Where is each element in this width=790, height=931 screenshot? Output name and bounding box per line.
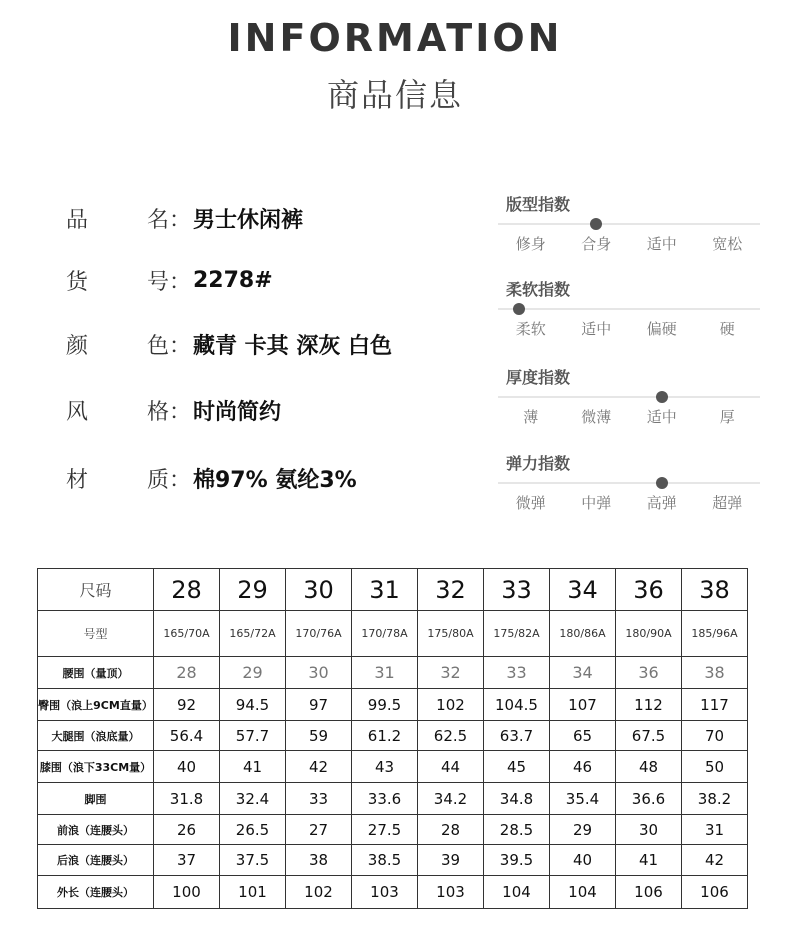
size-header-cell: 32 — [418, 569, 484, 611]
index-scale-label: 高弹 — [646, 494, 677, 512]
row-label: 腰围（量顶） — [38, 657, 154, 689]
table-cell: 103 — [418, 876, 484, 909]
row-label: 外长（连腰头） — [38, 876, 154, 909]
table-cell: 62.5 — [418, 721, 484, 751]
info-label-char: 货 — [66, 269, 89, 295]
table-cell: 39.5 — [484, 845, 550, 876]
info-value-material: 棉97% 氨纶3% — [193, 467, 357, 493]
table-cell: 102 — [418, 689, 484, 721]
table-cell: 180/90A — [616, 611, 682, 657]
table-cell: 57.7 — [220, 721, 286, 751]
table-cell: 170/76A — [286, 611, 352, 657]
index-track — [498, 482, 760, 484]
size-header-cell: 31 — [352, 569, 418, 611]
table-cell: 100 — [154, 876, 220, 909]
info-label — [66, 203, 191, 234]
index-scale-label: 厚 — [719, 408, 735, 426]
table-cell: 38.2 — [682, 783, 748, 815]
info-row-name — [66, 198, 303, 238]
table-cell: 101 — [220, 876, 286, 909]
info-label-char: 质： — [146, 467, 191, 493]
table-cell: 39 — [418, 845, 484, 876]
index-title: 柔软指数 — [506, 280, 571, 299]
table-cell: 43 — [352, 751, 418, 783]
table-cell: 36.6 — [616, 783, 682, 815]
size-header-label: 尺码 — [38, 569, 154, 611]
index-title: 厚度指数 — [506, 368, 571, 387]
table-cell: 117 — [682, 689, 748, 721]
size-header-row — [38, 569, 748, 611]
table-cell: 106 — [616, 876, 682, 909]
page-title-en: INFORMATION — [227, 16, 563, 60]
table-cell: 40 — [154, 751, 220, 783]
table-cell: 35.4 — [550, 783, 616, 815]
table-cell: 33 — [286, 783, 352, 815]
table-cell: 32.4 — [220, 783, 286, 815]
index-scale-label: 适中 — [646, 235, 677, 253]
info-label-char: 格： — [146, 399, 191, 425]
info-label — [66, 329, 191, 360]
table-cell: 106 — [682, 876, 748, 909]
table-cell: 37 — [154, 845, 220, 876]
table-cell: 26 — [154, 815, 220, 845]
info-value-item-no: 2278# — [193, 267, 273, 293]
table-cell: 165/70A — [154, 611, 220, 657]
table-cell: 33.6 — [352, 783, 418, 815]
table-cell: 45 — [484, 751, 550, 783]
table-cell: 103 — [352, 876, 418, 909]
index-scale-label: 微弹 — [515, 494, 546, 512]
table-cell: 38 — [286, 845, 352, 876]
index-scale-label: 中弹 — [581, 494, 612, 512]
info-label-char: 颜 — [66, 333, 89, 359]
table-row — [38, 721, 748, 751]
index-scale-label: 薄 — [523, 408, 539, 426]
index-marker — [513, 303, 525, 315]
table-cell: 59 — [286, 721, 352, 751]
index-block — [498, 451, 760, 521]
table-row — [38, 845, 748, 876]
table-cell: 112 — [616, 689, 682, 721]
index-track — [498, 308, 760, 310]
table-cell: 56.4 — [154, 721, 220, 751]
table-cell: 41 — [616, 845, 682, 876]
index-scale-label: 宽松 — [712, 235, 743, 253]
table-cell: 30 — [286, 657, 352, 689]
table-cell: 180/86A — [550, 611, 616, 657]
table-cell: 41 — [220, 751, 286, 783]
info-label — [66, 265, 191, 296]
row-label: 脚围 — [38, 783, 154, 815]
index-scale-label: 超弹 — [712, 494, 743, 512]
table-cell: 32 — [418, 657, 484, 689]
index-scale-label: 适中 — [646, 408, 677, 426]
table-row — [38, 815, 748, 845]
page-title-cn: 商品信息 — [326, 76, 463, 114]
table-cell: 34.8 — [484, 783, 550, 815]
table-cell: 99.5 — [352, 689, 418, 721]
index-scale-label: 微薄 — [581, 408, 612, 426]
index-scale — [498, 492, 760, 513]
table-cell: 38.5 — [352, 845, 418, 876]
index-marker — [656, 391, 668, 403]
table-row — [38, 611, 748, 657]
index-marker — [590, 218, 602, 230]
table-cell: 67.5 — [616, 721, 682, 751]
index-track — [498, 396, 760, 398]
table-cell: 102 — [286, 876, 352, 909]
table-cell: 30 — [616, 815, 682, 845]
row-label: 臀围（浪上9CM直量） — [38, 689, 154, 721]
table-cell: 107 — [550, 689, 616, 721]
info-value-style: 时尚简约 — [193, 399, 282, 425]
table-cell: 28.5 — [484, 815, 550, 845]
index-scale — [498, 406, 760, 427]
row-label: 前浪（连腰头） — [38, 815, 154, 845]
index-title: 弹力指数 — [506, 454, 571, 473]
table-cell: 104 — [550, 876, 616, 909]
table-cell: 97 — [286, 689, 352, 721]
info-label — [66, 463, 191, 494]
table-cell: 185/96A — [682, 611, 748, 657]
info-value-name: 男士休闲裤 — [193, 207, 304, 233]
index-block — [498, 192, 760, 262]
table-cell: 175/80A — [418, 611, 484, 657]
index-scale-label: 合身 — [581, 235, 612, 253]
table-cell: 40 — [550, 845, 616, 876]
table-cell: 104 — [484, 876, 550, 909]
table-cell: 165/72A — [220, 611, 286, 657]
table-row — [38, 876, 748, 909]
info-label-char: 品 — [66, 207, 89, 233]
info-row-item-no — [66, 260, 273, 300]
table-cell: 29 — [220, 657, 286, 689]
info-label-char: 名： — [146, 207, 191, 233]
size-header-cell: 29 — [220, 569, 286, 611]
table-cell: 61.2 — [352, 721, 418, 751]
table-cell: 34 — [550, 657, 616, 689]
info-value-color: 藏青 卡其 深灰 白色 — [193, 333, 392, 359]
table-cell: 27.5 — [352, 815, 418, 845]
size-header-cell: 28 — [154, 569, 220, 611]
row-label: 后浪（连腰头） — [38, 845, 154, 876]
table-cell: 175/82A — [484, 611, 550, 657]
size-chart-table — [37, 568, 748, 909]
table-cell: 104.5 — [484, 689, 550, 721]
table-cell: 31.8 — [154, 783, 220, 815]
index-block — [498, 277, 760, 347]
table-cell: 44 — [418, 751, 484, 783]
table-cell: 170/78A — [352, 611, 418, 657]
table-cell: 48 — [616, 751, 682, 783]
size-header-cell: 36 — [616, 569, 682, 611]
size-header-cell: 38 — [682, 569, 748, 611]
table-cell: 27 — [286, 815, 352, 845]
table-cell: 63.7 — [484, 721, 550, 751]
table-cell: 42 — [682, 845, 748, 876]
info-row-material — [66, 458, 357, 498]
table-cell: 38 — [682, 657, 748, 689]
table-cell: 46 — [550, 751, 616, 783]
table-cell: 94.5 — [220, 689, 286, 721]
table-cell: 65 — [550, 721, 616, 751]
table-cell: 29 — [550, 815, 616, 845]
info-label — [66, 395, 191, 426]
info-label-char: 号： — [146, 269, 191, 295]
table-cell: 34.2 — [418, 783, 484, 815]
table-row — [38, 657, 748, 689]
index-scale-label: 硬 — [719, 320, 735, 338]
table-cell: 36 — [616, 657, 682, 689]
info-row-style — [66, 390, 281, 430]
size-header-cell: 33 — [484, 569, 550, 611]
index-scale — [498, 318, 760, 339]
table-cell: 31 — [352, 657, 418, 689]
table-row — [38, 751, 748, 783]
table-cell: 70 — [682, 721, 748, 751]
size-header-cell: 30 — [286, 569, 352, 611]
table-row — [38, 783, 748, 815]
index-scale — [498, 233, 760, 254]
index-scale-label: 偏硬 — [646, 320, 677, 338]
table-row — [38, 689, 748, 721]
table-cell: 50 — [682, 751, 748, 783]
info-row-color — [66, 324, 392, 364]
table-cell: 92 — [154, 689, 220, 721]
table-cell: 26.5 — [220, 815, 286, 845]
info-label-char: 材 — [66, 467, 89, 493]
row-label: 号型 — [38, 611, 154, 657]
index-scale-label: 修身 — [515, 235, 546, 253]
table-cell: 28 — [418, 815, 484, 845]
index-scale-label: 柔软 — [515, 320, 546, 338]
table-cell: 33 — [484, 657, 550, 689]
info-label-char: 风 — [66, 399, 89, 425]
table-cell: 37.5 — [220, 845, 286, 876]
table-cell: 28 — [154, 657, 220, 689]
index-marker — [656, 477, 668, 489]
info-label-char: 色： — [146, 333, 191, 359]
table-cell: 42 — [286, 751, 352, 783]
row-label: 大腿围（浪底量） — [38, 721, 154, 751]
index-title: 版型指数 — [506, 195, 571, 214]
index-scale-label: 适中 — [581, 320, 612, 338]
size-header-cell: 34 — [550, 569, 616, 611]
index-block — [498, 365, 760, 435]
index-track — [498, 223, 760, 225]
table-cell: 31 — [682, 815, 748, 845]
row-label: 膝围（浪下33CM量） — [38, 751, 154, 783]
